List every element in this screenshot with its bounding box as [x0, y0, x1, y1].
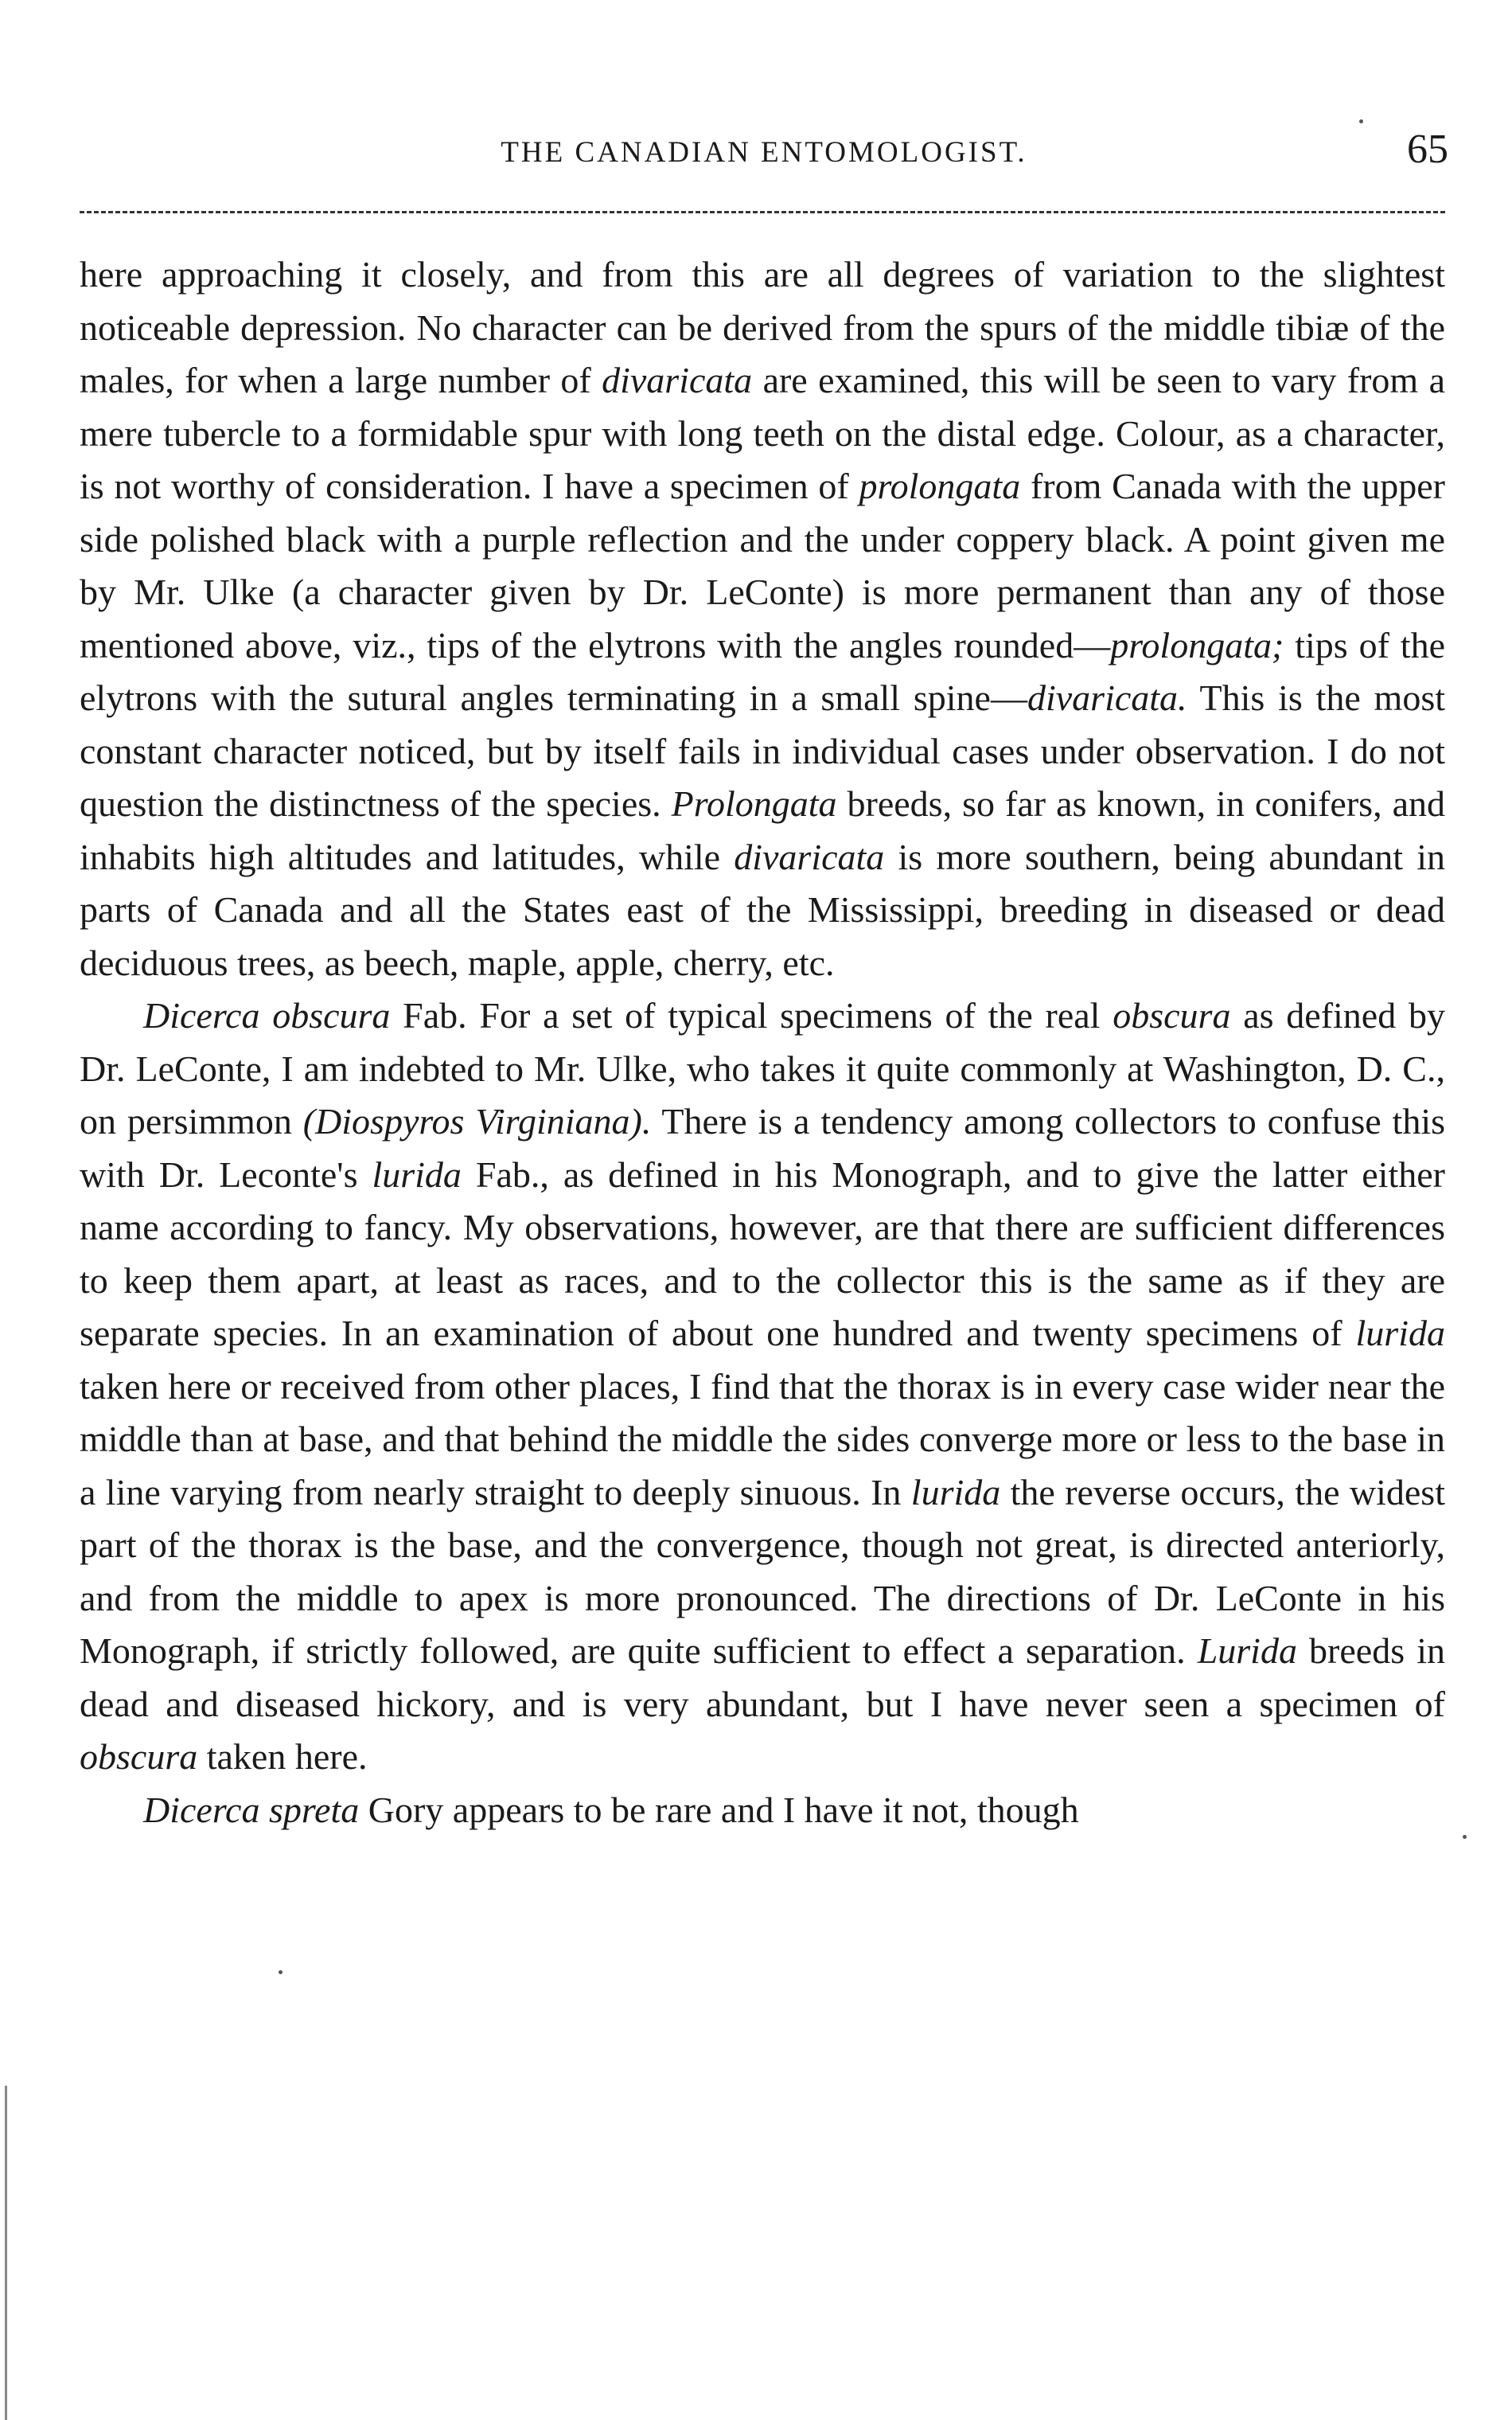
- text-run: from Canada with the upper side polished black with a purple reflection and the under coppery black. A point given me by Mr. Ulke (a character given by Dr. LeConte) is more permanent than any of those mentioned above, viz., tips of the elytrons with the angles rounded—: [80, 466, 1446, 666]
- text-run: tips of the elytrons with the sutural angles terminating in a small spine—: [80, 624, 1446, 718]
- text-run: is more southern, being abundant in parts of Canada and all the States east of the Mississippi, breeding in diseased or dead deciduous trees, as beech, maple, apple, cherry, etc.: [80, 836, 1445, 983]
- text-run: taken here or received from other places, I find that the thorax is in every case wider near the middle than at base, and that behind the middle the sides converge more or less to the base in a line varying from nearly straight to deeply sinuous. In: [80, 1365, 1445, 1512]
- page-number: 65: [1407, 127, 1448, 172]
- italic-term: Dicerca spreta: [143, 1789, 360, 1830]
- scan-edge-line: [5, 2086, 7, 2420]
- italic-term: obscura: [1113, 995, 1231, 1036]
- paragraph: [80, 989, 1445, 1784]
- italic-term: lurida: [372, 1153, 462, 1195]
- italic-term: obscura: [80, 1736, 198, 1777]
- header-rule: [80, 211, 1445, 213]
- specks: [1463, 1835, 1467, 1839]
- text-run: This is the most constant character noticed, but by itself fails in individual cases under observation. I do not question the distinctness of the species.: [80, 677, 1445, 824]
- specks: [279, 1970, 283, 1974]
- specks: [1359, 119, 1363, 123]
- italic-term: (Diospyros Virginiana).: [302, 1101, 652, 1142]
- italic-term: divaricata: [734, 836, 885, 877]
- text-run: here approaching it closely, and from this are all degrees of variation to the slightest noticeable depression. No character can be derived from the spurs of the middle tibiæ of the males, for when a large number of: [80, 254, 1445, 400]
- text-run: Gory appears to be rare and I have it not, though: [359, 1789, 1079, 1830]
- text-run: taken here.: [197, 1736, 368, 1777]
- italic-term: prolongata;: [1110, 624, 1284, 666]
- paragraph: [80, 248, 1445, 989]
- text-run: as defined by Dr. LeConte, I am indebted to Mr. Ulke, who takes it quite commonly at Washington, D. C., on persimmon: [80, 995, 1445, 1142]
- running-title: THE CANADIAN ENTOMOLOGIST.: [501, 136, 1027, 169]
- italic-term: divaricata: [602, 360, 753, 400]
- page-header: [80, 126, 1448, 182]
- text-run: breeds, so far as known, in conifers, and inhabits high altitudes and latitudes, while: [80, 783, 1445, 877]
- text-run: the reverse occurs, the widest part of the thorax is the base, and the convergence, though not great, is directed anteriorly, and from the middle to apex is more pronounced. The directions of Dr. LeConte in his Monograph, if strictly followed, are quite sufficient to effect a separation.: [80, 1471, 1445, 1671]
- italic-term: Dicerca obscura: [143, 995, 391, 1036]
- paragraph: [80, 1784, 1445, 1837]
- text-run: Fab. For a set of typical specimens of the real: [390, 995, 1113, 1036]
- body-text: [80, 248, 1445, 1836]
- text-run: breeds in dead and diseased hickory, and is very abundant, but I have never seen a specimen of: [80, 1630, 1445, 1724]
- text-run: are examined, this will be seen to vary from a mere tubercle to a formidable spur with long teeth on the distal edge. Colour, as a character, is not worthy of consideration. I have a specimen of: [80, 360, 1445, 506]
- italic-term: lurida: [1355, 1313, 1445, 1353]
- text-run: There is a tendency among collectors to confuse this with Dr. Leconte's: [80, 1101, 1445, 1195]
- text-run: Fab., as defined in his Monograph, and to give the latter either name according to fancy. My observations, however, are that there are sufficient differences to keep them apart, at least as races, and to the collector this is the same as if they are separate species. In an examination of about one hundred and twenty specimens of: [80, 1153, 1445, 1353]
- italic-term: divaricata.: [1027, 677, 1187, 718]
- italic-term: prolongata: [859, 466, 1021, 506]
- italic-term: lurida: [910, 1471, 1001, 1512]
- italic-term: Prolongata: [671, 783, 837, 824]
- italic-term: Lurida: [1197, 1630, 1297, 1671]
